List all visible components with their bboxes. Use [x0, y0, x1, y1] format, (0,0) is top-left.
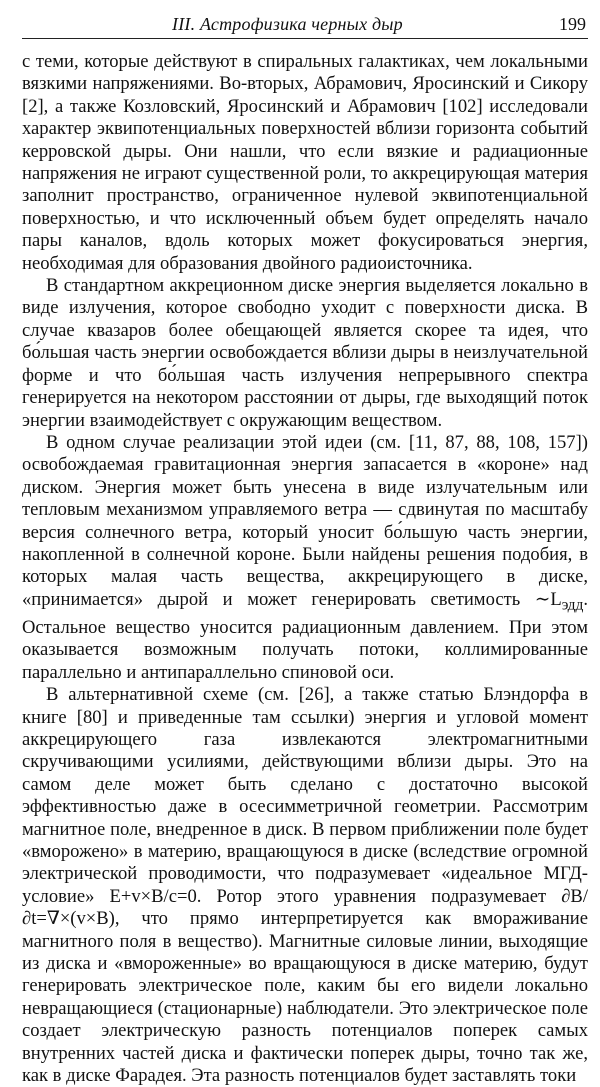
paragraph-2: В стандартном аккреционном диске энергия выделяется локально в виде излучения, которое свободно уходит с поверхности диска. В случае квазаров более обещающей является скорее та идея, что бо́льшая часть энергии освобождается вблизи дыры в неизлучательной форме и что бо́льшая часть излучения непрерывного спектра генерируется на некотором расстоянии от дыры, где выходящий поток энергии взаимодействует с окружающим веществом. [22, 275, 588, 431]
running-head [22, 10, 588, 39]
paragraph-4: В альтернативной схеме (см. [26], а также статью Блэндорфа в книге [80] и приведенные там ссылки) энергия и угловой момент аккрецирующего газа извлекаются электромагнитными скручивающими усилиями, действующими вблизи дыры. Это на самом деле может быть сделано с достаточно высокой эффективностью даже в осесимметричной геометрии. Рассмотрим магнитное поле, внедренное в диск. В первом приближении поле будет «вморожено» в материю, вращающуюся в диске (вследствие огромной электрической проводимости, что подразумевает «идеальное МГД-условие» E+v×B/c=0. Ротор этого уравнения подразумевает ∂B/∂t=∇×(v×B), что прямо интерпретируется как вмораживание магнитного поля в вещество). Магнитные силовые линии, выходящие из диска и «вмороженные» во вращающуюся в диске материю, будут генерировать электрическое поле, каким бы его видели локально невращающиеся (стационарные) наблюдатели. Это электрическое поле создает электрическую разность потенциалов поперек самых внутренних частей диска и фактически поперек дыры, точно так же, как в диске Фарадея. Эта разность потенциалов будет заставлять токи [22, 684, 588, 1086]
paragraph-1: с теми, которые действуют в спиральных галактиках, чем локальными вязкими напряжениями. Во-вторых, Абрамович, Яросинский и Сикору [2], а также Козловский, Яросинский и Абрамович [102] исследовали характер эквипотенциальных поверхностей вблизи горизонта событий керровской дыры. Они нашли, что если вязкие и радиационные напряжения не играют существенной роли, то аккрецирующая материя заполнит пространство, ограниченное нулевой эквипотенциальной поверхностью, и что исключенный объем будет определять начало пары каналов, вдоль которых может фокусироваться энергия, необходимая для образования двойного радиоисточника. [22, 51, 588, 274]
page-number: 199 [559, 14, 586, 34]
body-text [22, 51, 588, 1087]
paragraph-3: В одном случае реализации этой идеи (см. [11, 87, 88, 108, 157]) освобождаемая гравитационная энергия запасается в «короне» над диском. Энергия может быть унесена в виде излучательным или тепловым механизмом управляемого ветра — сдвинутая по масштабу версия солнечного ветра, который уносит бо́льшую часть энергии, накопленной в солнечной короне. Были найдены решения подобия, в которых малая часть вещества, аккрецирующего в диске, «принимается» дырой и может генерировать светимость $\sim L_{эдд}$. Остальное вещество уносится радиационным давлением. При этом оказывается возможным получать потоки, коллимированные параллельно и антипараллельно спиновой оси. [22, 431, 588, 683]
book-page [22, 10, 588, 1086]
running-title: III. Астрофизика черных дыр [172, 14, 403, 34]
